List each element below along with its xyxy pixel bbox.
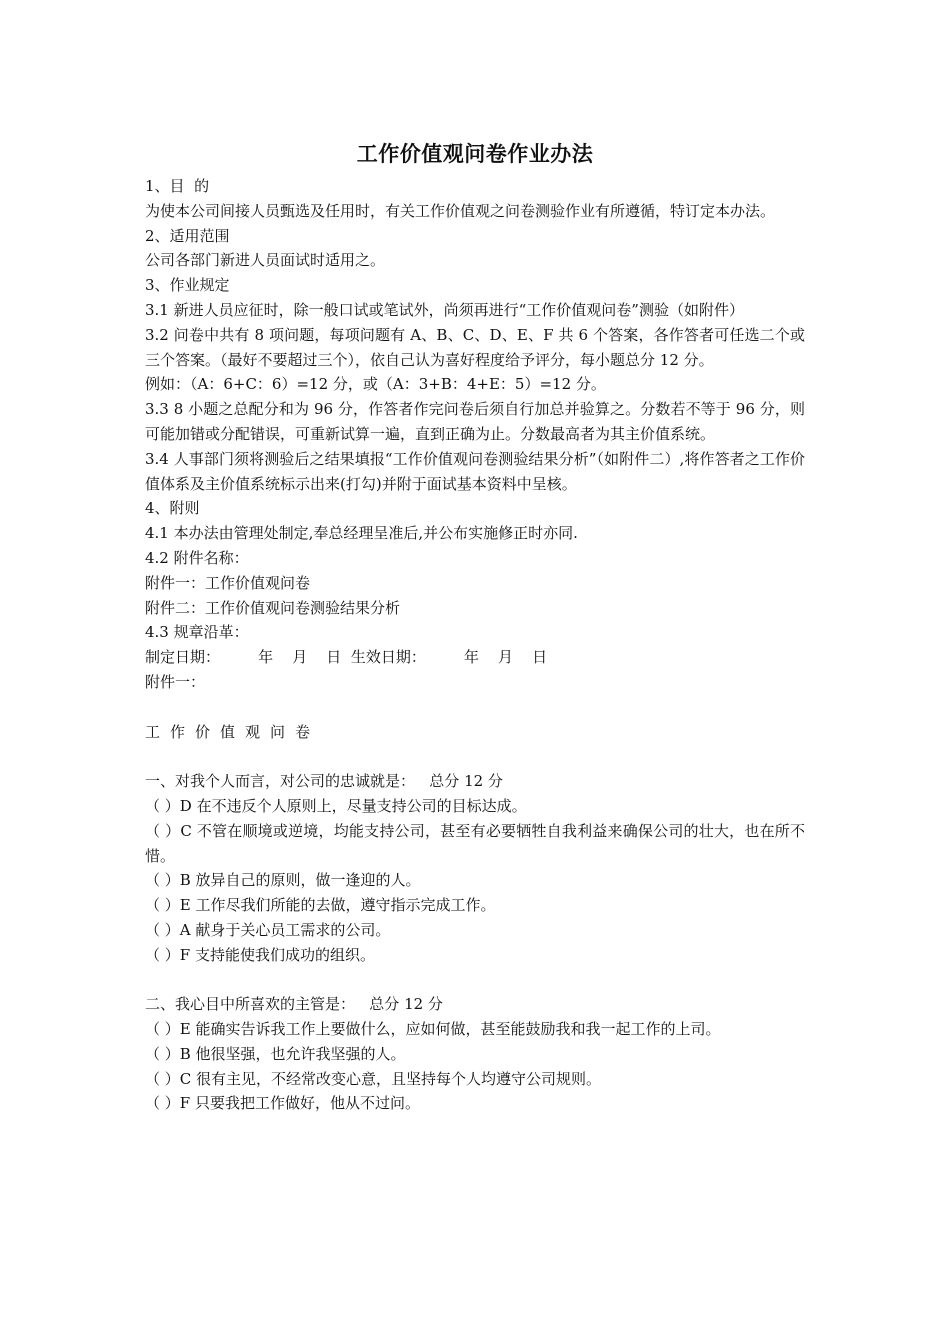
section-3-4: 3.4 人事部门须将测验后之结果填报“工作价值观问卷测验结果分析”（如附件二）,将作答者之工作价值体系及主价值系统标示出来(打勾)并附于面试基本资料中呈核。 (145, 449, 805, 493)
question-2-option: （ ）B 他很坚强，也允许我坚强的人。 (145, 1044, 406, 1063)
section-3-3: 3.3 8 小题之总配分和为 96 分，作答者作完问卷后须自行加总并验算之。分数若不等于 96 分，则可能加错或分配错误，可重新试算一遍，直到正确为止。分数最高者为其主价值系统。 (145, 400, 805, 443)
blank-line (145, 744, 805, 769)
question-1-option: （ ）F 支持能使我们成功的组织。 (145, 945, 375, 964)
section-1-heading: 1、目 的 (145, 177, 210, 195)
questionnaire-title: 工作价值观问卷 (145, 722, 321, 741)
document-body (145, 174, 805, 1116)
section-3-2: 3.2 问卷中共有 8 项问题，每项问题有 A、B、C、D、E、F 共 6 个答案，各作答者可任选二个或三个答案。（最好不要超过三个），依自己认为喜好程度给予评分，每小题总分 12 分。 (145, 325, 805, 369)
section-1-text: 为使本公司间接人员甄选及任用时，有关工作价值观之问卷测验作业有所遵循，特订定本办法。 (145, 201, 776, 220)
section-4-3: 4.3 规章沿革： (145, 623, 249, 642)
question-1-option: （ ）D 在不违反个人原则上，尽量支持公司的目标达成。 (145, 796, 527, 815)
section-4-1: 4.1 本办法由管理处制定,奉总经理呈准后,并公布实施修正时亦同. (145, 524, 578, 543)
section-2-text: 公司各部门新进人员面试时适用之。 (145, 251, 386, 270)
section-2-heading: 2、适用范围 (145, 226, 230, 245)
section-4-heading: 4、附则 (145, 499, 200, 518)
question-2-option: （ ）E 能确实告诉我工作上要做什么，应如何做，甚至能鼓励我和我一起工作的上司。 (145, 1020, 721, 1039)
question-2-option: （ ）F 只要我把工作做好，他从不过问。 (145, 1094, 420, 1113)
dates-line: 制定日期： 年 月 日 生效日期： 年 月 日 (145, 648, 548, 667)
section-3-heading: 3、作业规定 (145, 276, 230, 295)
question-2: 二、我心目中所喜欢的主管是： 总分 12 分 (145, 995, 443, 1014)
blank-line (145, 968, 805, 993)
section-3-example: 例如：（A：6+C：6）=12 分，或（A：3+B：4+E：5）=12 分。 (145, 375, 606, 394)
attachment-1-label: 附件一： (145, 672, 206, 691)
question-1-option: （ ）C 不管在顺境或逆境，均能支持公司，甚至有必要牺牲自我利益来确保公司的壮大，也在所不惜。 (145, 821, 805, 865)
attachment-2-name: 附件二：工作价值观问卷测验结果分析 (145, 598, 401, 617)
question-1-option: （ ）A 献身于关心员工需求的公司。 (145, 920, 391, 939)
question-1: 一、对我个人而言，对公司的忠诚就是： 总分 12 分 (145, 772, 503, 791)
question-1-option: （ ）B 放异自己的原则，做一逢迎的人。 (145, 871, 421, 890)
section-4-2: 4.2 附件名称： (145, 548, 249, 567)
document-title: 工作价值观问卷作业办法 (356, 141, 594, 166)
attachment-1-name: 附件一：工作价值观问卷 (145, 573, 311, 592)
section-3-1: 3.1 新进人员应征时，除一般口试或笔试外，尚须再进行“工作价值观问卷”测验（如附件） (145, 300, 744, 319)
blank-line (145, 695, 805, 720)
question-2-option: （ ）C 很有主见，不经常改变心意，且坚持每个人均遵守公司规则。 (145, 1069, 602, 1088)
question-1-option: （ ）E 工作尽我们所能的去做，遵守指示完成工作。 (145, 896, 496, 915)
